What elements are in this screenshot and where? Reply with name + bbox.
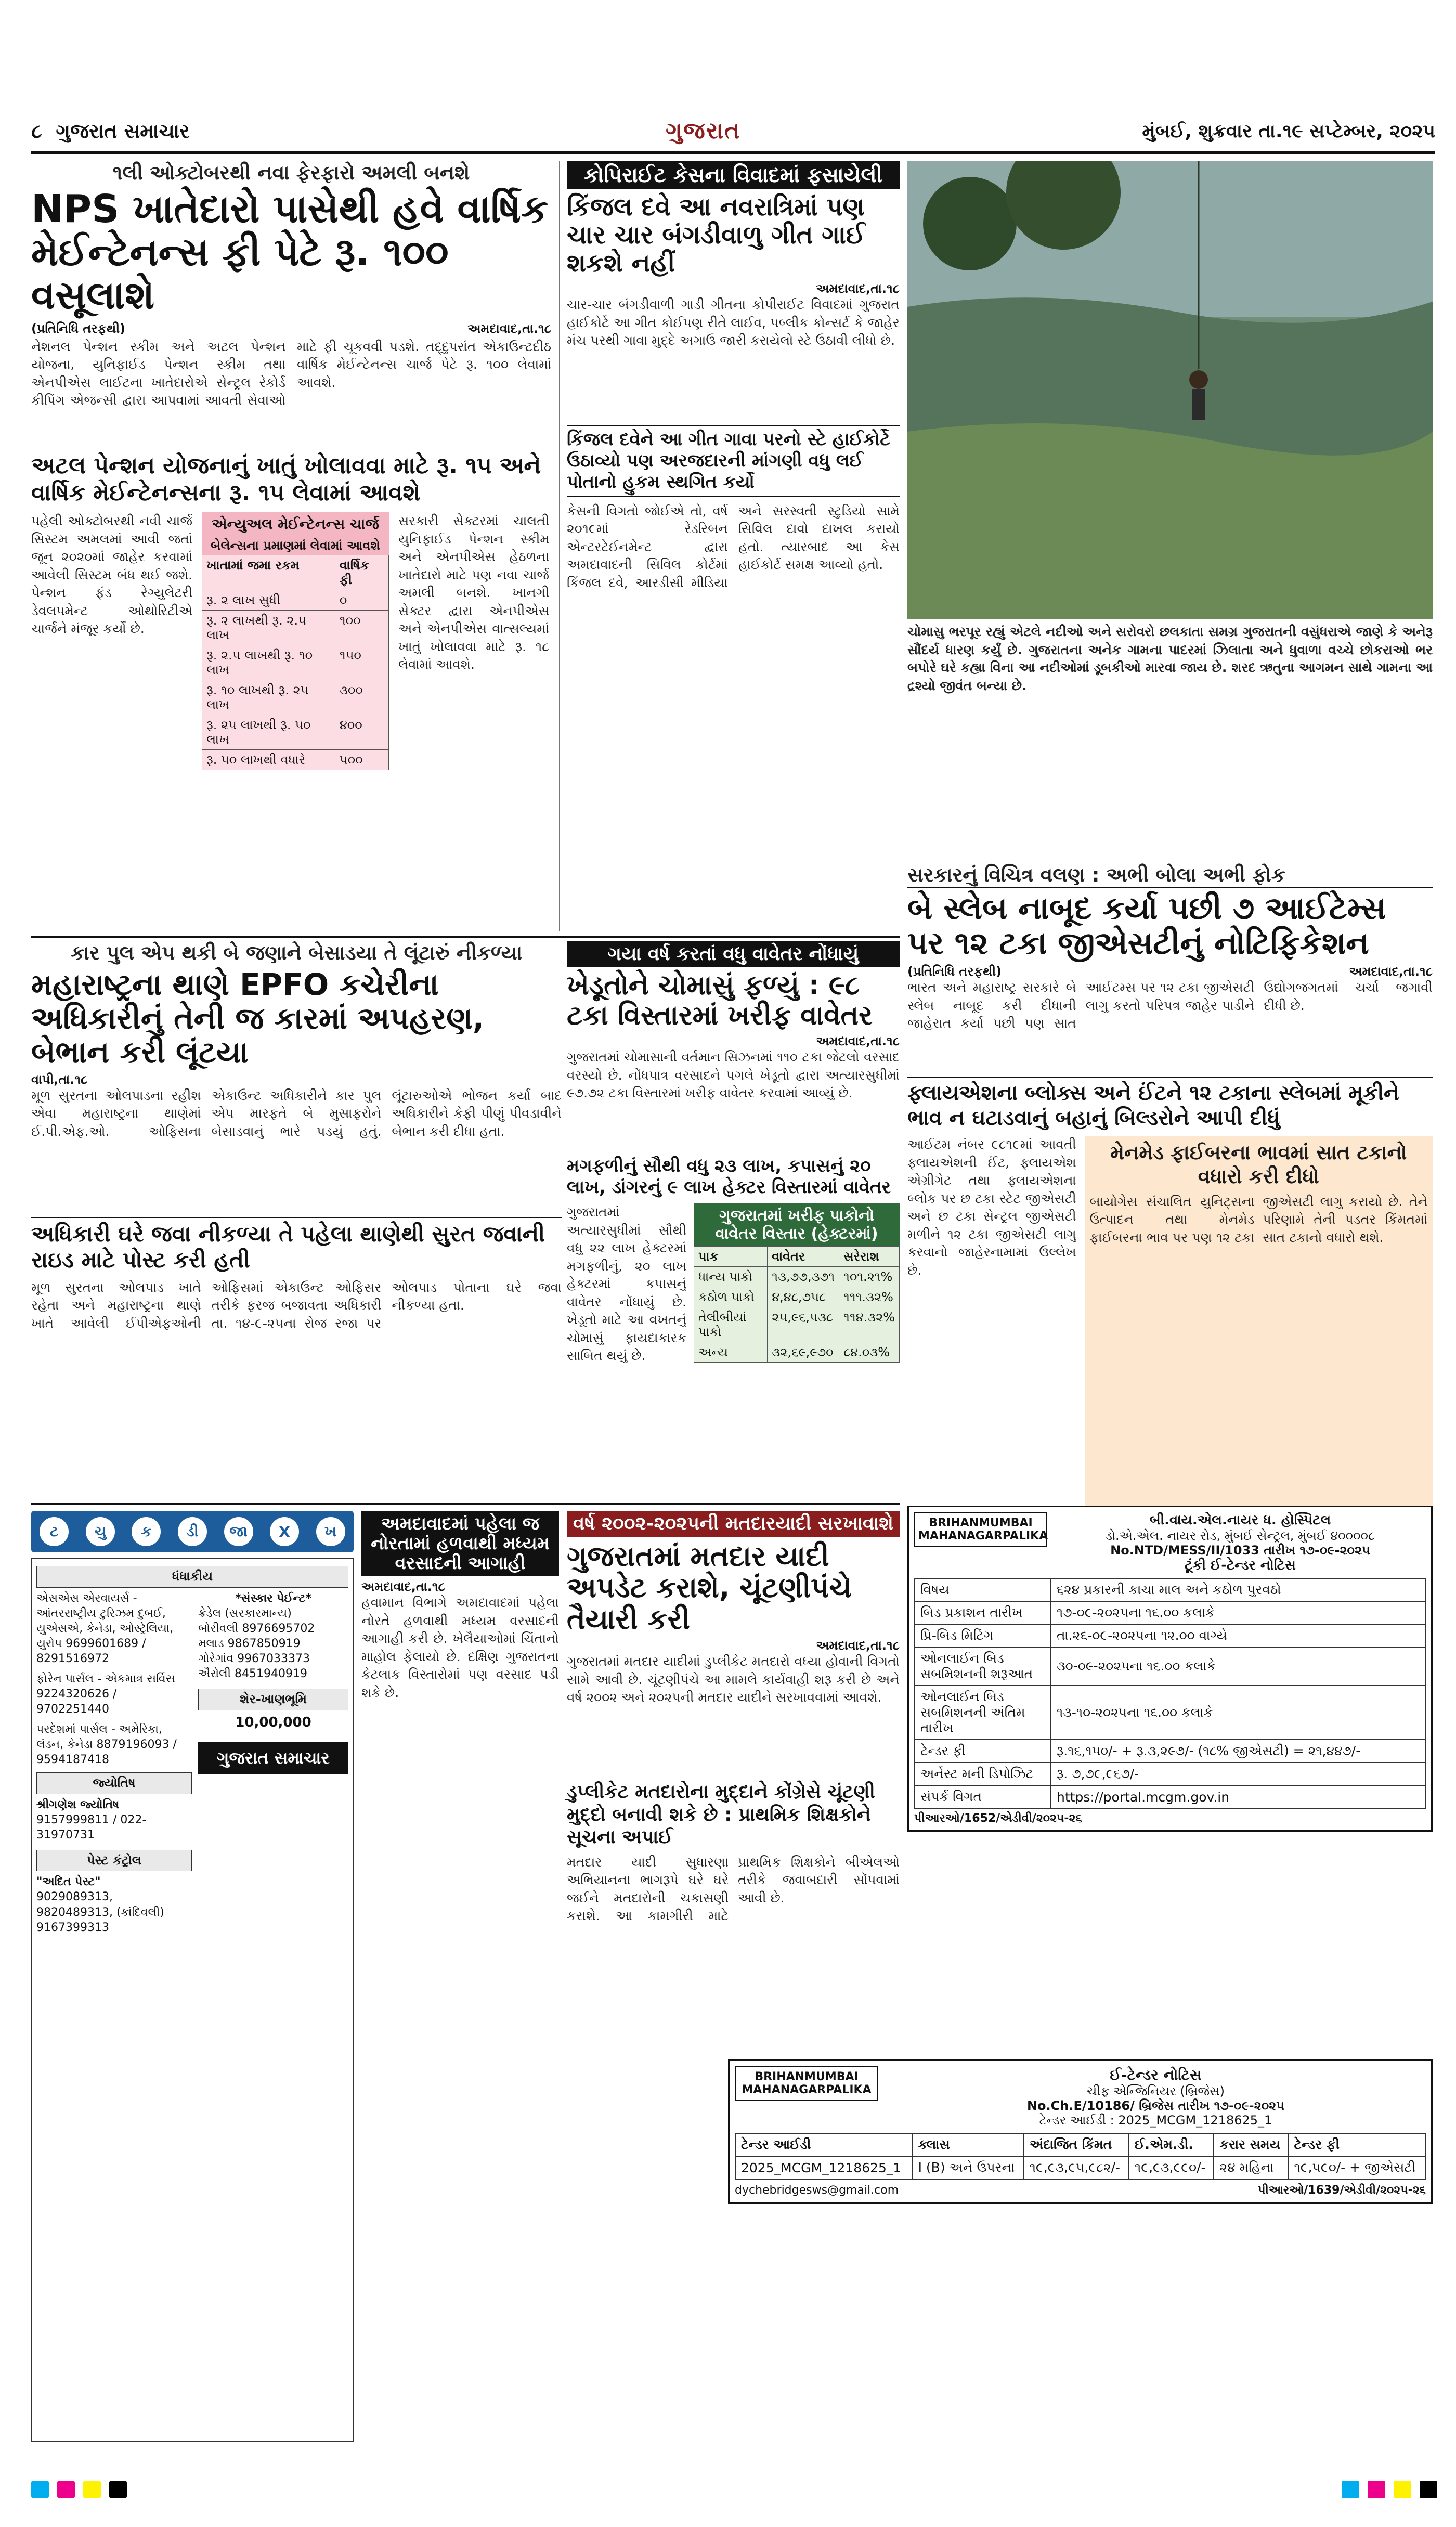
fee-value: ૪૦૦ — [335, 715, 388, 750]
table-row — [915, 1601, 1425, 1624]
notice-value: https://portal.mcgm.gov.in — [1051, 1785, 1425, 1808]
rain-dateline: અમદાવાદ,તા.૧૮ — [361, 1579, 445, 1595]
classifieds — [31, 1558, 354, 2442]
share-title: શેર-ખાણભૂમિ — [198, 1689, 348, 1710]
bmc2-col-header: ઈ.એમ.ડી. — [1129, 2133, 1214, 2156]
bmc2-col-header: ટેન્ડર ફી — [1288, 2133, 1425, 2156]
classified-item: પરદેશમાં પાર્સલ - અમેરિકા, લંડન, કેનેડા 8879196093 / 9594187418 — [36, 1722, 177, 1766]
epfo-subhead: અધિકારી ઘરે જવા નીકળ્યા તે પહેલા થાણેથી સુરત જવાની રાઇડ માટે પોસ્ટ કરી હતી — [31, 1217, 562, 1274]
crop-name: અન્ય — [694, 1342, 768, 1363]
fee-col-header: ખાતામાં જમા રકમ — [202, 555, 335, 590]
paint-item: ગોરેગાંવ 9967033373 — [198, 1652, 310, 1665]
bmc-address: ડો.એ.એલ. નાયર રોડ, મુંબઈ સેન્ટ્રલ, મુંબઈ ૪૦૦૦૦૮ — [1105, 1528, 1375, 1543]
rain-headline: અમદાવાદમાં પહેલા જ નોરતામાં હળવાથી મધ્યમ વરસાદની આગાહી — [361, 1511, 559, 1576]
black-swatch-icon — [109, 2481, 127, 2498]
photo-caption: ચોમાસુ ભરપૂર રહ્યું એટલે નદીઓ અને સરોવરો છલકાતા સમગ્ર ગુજરાતની વસુંધરાએ જાણે કે અનેરૂ સૌંદર્ય ધારણ કર્યું છે. ગુજરાતના અનેક ગામના પાદરમાં ઝિલાતા અને ધુવાળા વચ્ચે છોકરાઓ ભર બપોરે ઘરે કહ્યા વિના આ નદીઓમાં ડૂબકીઓ મારવા જાય છે. શરદ ઋતુના આગમન સાથે ગામના આ દ્રશ્યો જીવંત બન્યા છે. — [907, 624, 1433, 693]
epfo-headline: મહારાષ્ટ્રના થાણે EPFO કચેરીના અધિકારીનું તેની જ કારમાં અપહરણ, બેભાન કરી લૂંટયા — [31, 967, 484, 1070]
bmc-tender-notice-2 — [728, 2059, 1433, 2204]
notice-value: રૂ.૧૬,૧૫૦/- + રૂ.૩,૨૯૭/- (૧૮% જીએસટી) = ૨૧,૪૪૭/- — [1051, 1740, 1425, 1763]
epfo-kicker: કાર પુલ એપ થકી બે જણાને બેસાડયા તે લૂંટારું નીકળ્યા — [70, 941, 523, 964]
bmc2-cell: ૧૯,૯૩,૯૯૦/- — [1129, 2156, 1214, 2179]
crop-name: ધાન્ય પાકો — [694, 1267, 768, 1287]
nps-kicker: ૧લી ઓક્ટોબરથી નવા ફેરફારો અમલી બનશે — [112, 161, 470, 184]
yellow-swatch-icon — [83, 2481, 101, 2498]
pest-title: પેસ્ટ કંટ્રોલ — [36, 1850, 192, 1872]
gst-body-1: ભારત અને મહારાષ્ટ્ર સરકારે બે સ્લેબ નાબૂદ કરી દીધાની જાહેરાત કર્યા પછી પણ સાત આઈટમ્સ પર ૧૨ ટકા જીએસટી લાગુ કરતો પરિપત્ર જાહેર પાડીને ઉદ્યોગજગતમાં ચર્ચા જગાવી દીધી છે. — [907, 980, 1433, 1031]
nps-article — [31, 161, 551, 908]
fee-table-title: એન્યુઅલ મેઈન્ટેનન્સ ચાર્જ — [202, 512, 389, 536]
epfo-dateline: વાપી,તા.૧૮ — [31, 1072, 88, 1087]
crop-area: ૪,૪૮,૭૫૮ — [768, 1287, 839, 1307]
epfo-article — [31, 941, 562, 1456]
paint-item: ક્રેડેલ (સરકારમાન્ય) — [198, 1606, 292, 1620]
gst-headline: બે સ્લેબ નાબૂદ કર્યા પછી ૭ આઈટેમ્સ પર ૧૨ ટકા જીએસટીનું નોટિફિકેશન — [907, 890, 1386, 962]
table-row — [694, 1267, 900, 1287]
kharif-headline: ખેડૂતોને ચોમાસું ફળ્યું : ૯૮ ટકા વિસ્તારમાં ખરીફ વાવેતર — [567, 970, 873, 1032]
tyukadi-letter: ચુ — [86, 1517, 115, 1546]
notice-value: ૧૭-૦૯-૨૦૨૫ના ૧૬.૦૦ કલાકે — [1051, 1601, 1425, 1624]
page-date: મુંબઈ, શુક્રવાર તા.૧૯ સપ્ટેમ્બર, ૨૦૨૫ — [1142, 121, 1435, 142]
crop-area: ૩૨,૬૯,૯૭૦ — [768, 1342, 839, 1363]
annual-fee-table — [202, 555, 389, 770]
bmc2-col-header: ક્લાસ — [913, 2133, 1024, 2156]
notice-label: ઓનલાઈન બિડ સબમિશનની અંતિમ તારીખ — [915, 1686, 1051, 1740]
fee-table-subtitle: બેલેન્સના પ્રમાણમાં લેવામાં આવશે — [202, 536, 389, 555]
fee-range: રૂ. ૨૫ લાખથી રૂ. ૫૦ લાખ — [202, 715, 335, 750]
copyright-kicker: કોપિરાઈટ કેસના વિવાદમાં ફસાયેલી — [567, 161, 900, 189]
notice-label: ટેન્ડર ફી — [915, 1740, 1051, 1763]
table-row — [202, 590, 389, 611]
voter-body-2: મતદાર યાદી સુધારણા અભિયાનના ભાગરૂપે ઘરે ઘરે જઈને મતદારોની ચકાસણી કરાશે. આ કામગીરી માટે પ્રાથમિક શિક્ષકોને બીએલઓ તરીકે જવાબદારી સોંપવામાં આવી છે. — [567, 1854, 900, 1924]
gst-box-body: બાયોગેસ સંચાલિત યુનિટ્સના ઉત્પાદન તથા મેનમેડ ફાઈબરના ભાવ પર પણ ૧૨ ટકા જીએસટી લાગુ કરાયો છે. તેને પરિણામે તેની પડતર કિંમતમાં સાત ટકાનો વધારો થશે. — [1089, 1194, 1427, 1245]
section-title: ગુજરાત — [666, 118, 741, 144]
nps-byline: (પ્રતિનિધિ તરફથી) — [31, 321, 126, 336]
gst-byline: (પ્રતિનિધિ તરફથી) — [907, 964, 1002, 979]
fee-range: રૂ. ૨ લાખ સુધી — [202, 590, 335, 611]
crop-area: ૨૫,૯૬,૫૩૮ — [768, 1307, 839, 1342]
tyukadi-letter: ખ — [316, 1517, 345, 1546]
bmc-logo: BRIHANMUMBAI MAHANAGARPALIKA — [735, 2066, 878, 2101]
notice-value: તા.૨૬-૦૯-૨૦૨૫ના ૧૨.૦૦ વાગ્યે — [1051, 1624, 1425, 1647]
notice-value: ૧૩-૧૦-૨૦૨૫ના ૧૬.૦૦ કલાકે — [1051, 1686, 1425, 1740]
bmc-ref: No.NTD/MESS/II/1033 તારીખ ૧૭-૦૯-૨૦૨૫ — [1110, 1543, 1370, 1558]
kharif-table-title: ગુજરાતમાં ખરીફ પાકોનો વાવેતર વિસ્તાર (હેક્ટરમાં) — [694, 1203, 900, 1246]
crop-percent: ૧૧૧.૩૨% — [839, 1287, 900, 1307]
notice-label: સંપર્ક વિગત — [915, 1785, 1051, 1808]
crop-percent: ૧૧૪.૩૨% — [839, 1307, 900, 1342]
table-row — [915, 1763, 1425, 1785]
jyotish-title: જ્યોતિષ — [36, 1772, 192, 1794]
cyan-swatch-icon — [31, 2481, 49, 2498]
fee-value: ૦ — [335, 590, 388, 611]
bmc2-title: ઈ-ટેન્ડર નોટિસ — [1110, 2066, 1202, 2083]
table-row — [202, 750, 389, 770]
bmc2-cell: 2025_MCGM_1218625_1 — [735, 2156, 913, 2179]
nps-subhead: અટલ પેન્શન યોજનાનું ખાતું ખોલાવવા માટે રૂ. ૧૫ અને વાર્ષિક મેઈન્ટેનન્સના રૂ. ૧૫ લેવામાં આવશે — [31, 452, 541, 507]
paint-title: *સંસ્કાર પેઈન્ટ* — [235, 1591, 311, 1605]
gst-box-headline: મેનમેડ ફાઈબરના ભાવમાં સાત ટકાનો વધારો કરી દીધો — [1110, 1141, 1407, 1188]
header-rule — [31, 151, 1435, 154]
classified-item: એસએસ એરવાયર્સ - આંતરરાષ્ટ્રીય ટુરિઝમ દુબઈ, યુએસએ, કેનેડા, ઓસ્ટ્રેલિયા, યુરોપ 9699601689 / 8291516972 — [36, 1591, 174, 1665]
classified-section-title: ધંધાકીય — [36, 1566, 348, 1588]
photo-feature — [907, 161, 1433, 779]
voter-body-1: ગુજરાતમાં મતદાર યાદીમાં ડુપ્લીકેટ મતદારો વધ્યા હોવાની વિગતો સામે આવી છે. ચૂંટણીપંચે આ મામલે કાર્યવાહી શરૂ કરી છે અને વર્ષ ૨૦૦૨ અને ૨૦૨૫ની મતદાર યાદીને સરખાવવામાં આવશે. — [567, 1654, 900, 1705]
fee-range: રૂ. ૧૦ લાખથી રૂ. ૨૫ લાખ — [202, 680, 335, 715]
table-row — [202, 680, 389, 715]
notice-label: અર્નેસ્ટ મની ડિપોઝિટ — [915, 1763, 1051, 1785]
classified-item: ફોરેન પાર્સલ - એકમાત્ર સર્વિસ 9224320626 / 9702251440 — [36, 1672, 175, 1716]
bmc2-footer: પીઆરઓ/1639/એડીવી/૨૦૨૫-૨૬ — [1258, 2184, 1426, 2197]
voter-dateline: અમદાવાદ,તા.૧૮ — [816, 1638, 900, 1653]
bmc2-cell: ૧૯,૫૯૦/- + જીએસટી — [1288, 2156, 1425, 2179]
paint-item: મલાડ 9867850919 — [198, 1637, 301, 1650]
river-scene-icon — [907, 161, 1433, 619]
fee-value: ૩૦૦ — [335, 680, 388, 715]
bmc2-col-header: અંદાજિત કિંમત — [1024, 2133, 1129, 2156]
notice-label: બિડ પ્રકાશન તારીખ — [915, 1601, 1051, 1624]
table-row — [202, 645, 389, 680]
jyotish-phone: 9157999811 / 022-31970731 — [36, 1813, 147, 1842]
rain-article — [361, 1511, 559, 2442]
bmc2-email: dychebridgesws@gmail.com — [735, 2184, 899, 2197]
bmc2-col-header: કરાર સમય — [1214, 2133, 1288, 2156]
kharif-col-header: સરેરાશ — [839, 1247, 900, 1267]
table-row — [202, 715, 389, 750]
kharif-subhead: મગફળીનું સૌથી વધુ ૨૩ લાખ, કપાસનું ૨૦ લાખ, ડાંગરનું ૯ લાખ હેક્ટર વિસ્તારમાં વાવેતર — [567, 1156, 891, 1198]
bmc2-tender-id: ટેન્ડર આઈડી : 2025_MCGM_1218625_1 — [1039, 2113, 1272, 2128]
bmc2-table — [735, 2133, 1426, 2180]
notice-label: વિષય — [915, 1578, 1051, 1601]
bmc-notice-title: ટૂંકી ઈ-ટેન્ડર નોટિસ — [1185, 1558, 1296, 1573]
fee-range: રૂ. ૫૦ લાખથી વધારે — [202, 750, 335, 770]
bmc2-cell: ૨૪ મહિના — [1214, 2156, 1288, 2179]
copyright-dateline: અમદાવાદ,તા.૧૮ — [816, 281, 900, 296]
bmc-notice-table — [914, 1578, 1426, 1809]
tyukadi-letter: ક — [132, 1517, 161, 1546]
crop-percent: ૮૪.૦૩% — [839, 1342, 900, 1363]
table-row — [915, 1578, 1425, 1601]
registration-marks — [31, 2481, 127, 2498]
kharif-table — [694, 1246, 900, 1363]
black-swatch-icon — [1420, 2481, 1437, 2498]
table-row — [202, 611, 389, 645]
rain-body: હવામાન વિભાગે અમદાવાદમાં પહેલા નોરતે હળવાથી મધ્યમ વરસાદની આગાહી કરી છે. ખેલૈયાઓમાં ચિંતાનો માહોલ ફેલાયો છે. દક્ષિણ ગુજરાતના કેટલાક વિસ્તારોમાં પણ વરસાદ પડી શકે છે. — [361, 1595, 559, 1700]
kharif-kicker: ગયા વર્ષ કરતાં વધુ વાવેતર નોંધાયું — [567, 941, 900, 967]
epfo-body-2: મૂળ સુરતના ઓલપાડ ખાતે રહેતા અને મહારાષ્ટ્રના થાણે ખાતે આવેલી ઈપીએફઓની ઓફિસમાં એકાઉન્ટ ઓફિસર તરીકે ફરજ બજાવતા અધિકારી તા. ૧૪-૯-૨૫ના રોજ રજા પર ઓલપાડ પોતાના ઘરે જવા નીકળ્યા હતા. — [31, 1279, 562, 1331]
section-rule — [31, 936, 900, 938]
tyukadi-letter: જા — [224, 1517, 253, 1546]
magenta-swatch-icon — [57, 2481, 75, 2498]
gujarat-samachar-logo: ગુજરાત સમાચાર — [198, 1742, 348, 1774]
tyukadi-letter: X — [270, 1517, 299, 1546]
paint-item: બોરીવલી 8976695702 — [198, 1622, 315, 1635]
table-row — [694, 1287, 900, 1307]
gst-article — [907, 863, 1433, 1510]
notice-label: ઓનલાઈન બિડ સબમિશનની શરૂઆત — [915, 1647, 1051, 1686]
bmc-dept: બી.વાય.એલ.નાયર ધ. હોસ્પિટલ — [1149, 1512, 1331, 1528]
copyright-article — [567, 161, 900, 866]
tyukadi-letter: ટ — [40, 1517, 69, 1546]
voter-headline: ગુજરાતમાં મતદાર યાદી અપડેટ કરાશે, ચૂંટણીપંચે તૈયારી કરી — [567, 1540, 852, 1636]
cyan-swatch-icon — [1342, 2481, 1359, 2498]
fee-value: ૧૫૦ — [335, 645, 388, 680]
share-amount: 10,00,000 — [235, 1714, 311, 1730]
copyright-body-1: ચાર-ચાર બંગડીવાળી ગાડી ગીતના કોપીરાઈટ વિવાદમાં ગુજરાત હાઈકોર્ટે આ ગીત કોઈપણ રીતે લાઈવ, પબ્લીક કોન્સર્ટ કે જાહેર મંચ પરથી ગાવા મુદ્દે અગાઉ જારી કરાયેલો સ્ટે ઉઠાવી લીધો છે. — [567, 297, 900, 348]
table-row — [915, 1624, 1425, 1647]
kharif-article — [567, 941, 900, 1515]
nps-body-2: પહેલી ઓક્ટોબરથી નવી ચાર્જ સિસ્ટમ અમલમાં આવી જતાં જૂન ૨૦૨૦માં જાહેર કરવામાં આવેલી સિસ્ટમ બંધ થઈ જશે. પેન્શન ફંડ રેગ્યુલેટરી ડેવલપમેન્ટ ઓથોરિટીએ ચાર્જને મંજૂર કર્યો છે. — [31, 513, 192, 637]
bmc-notice-footer: પીઆરઓ/1652/એડીવી/૨૦૨૫-૨૬ — [914, 1812, 1082, 1825]
kharif-body-2: ગુજરાતમાં અત્યારસુધીમાં સૌથી વધુ ૨૨ લાખ હેક્ટરમાં મગફળીનું, ૨૦ લાખ હેક્ટરમાં કપાસનું વાવેતર નોંધાયું છે. ખેડૂતો માટે આ વખતનું ચોમાસું ફાયદાકારક સાબિત થયું છે. — [567, 1204, 686, 1364]
nps-headline: NPS ખાતેદારો પાસેથી હવે વાર્ષિક મેઈન્ટેનન્સ ફી પેટે રૂ. ૧૦૦ વસૂલાશે — [31, 187, 549, 318]
gst-body-2: આઈટમ નંબર ૯૮૧૯માં આવતી ફ્લાયએશની ઈંટ, ફ્લાયએશ એગ્રીગેટ તથા ફ્લાયએશના બ્લોક પર છ ટકા સ્ટેટ જીએસટી અને છ ટકા સેન્ટ્રલ જીએસટી મળીને ૧૨ ટકા જીએસટી લાગુ કરવાનો જાહેરનામામાં ઉલ્લેખ છે. — [907, 1137, 1076, 1278]
bmc-tender-notice-1 — [907, 1506, 1433, 1832]
notice-value: રૂ. ૭,૭૯,૯૬૭/- — [1051, 1763, 1425, 1785]
jyotish-name: શ્રીગણેશ જ્યોતિષ — [36, 1798, 120, 1811]
bmc2-subtitle: ચીફ એન્જિનિયર (બ્રિજેસ) — [1087, 2084, 1225, 2098]
river-photo — [907, 161, 1433, 619]
pest-phone: 9029089313, 9820489313, (કાંદિવલી) 9167399313 — [36, 1890, 164, 1934]
fee-value: ૧૦૦ — [335, 611, 388, 645]
table-row — [915, 1740, 1425, 1763]
table-row — [694, 1342, 900, 1363]
notice-value: ૬૨૪ પ્રકારની કાચા માલ અને કઠોળ પુરવઠો — [1051, 1578, 1425, 1601]
fee-range: રૂ. ૨ લાખથી રૂ. ૨.૫ લાખ — [202, 611, 335, 645]
fee-col-header: વાર્ષિક ફી — [335, 555, 388, 590]
kharif-dateline: અમદાવાદ,તા.૧૮ — [816, 1034, 900, 1049]
crop-name: કઠોળ પાકો — [694, 1287, 768, 1307]
registration-marks — [1342, 2481, 1437, 2498]
gst-kicker: સરકારનું વિચિત્ર વલણ : અભી બોલા અભી ફોક — [907, 863, 1433, 888]
yellow-swatch-icon — [1394, 2481, 1411, 2498]
voter-kicker: વર્ષ ૨૦૦૨-૨૦૨૫ની મતદારયાદી સરખાવાશે — [567, 1511, 900, 1537]
crop-name: તેલીબીયાં પાકો — [694, 1307, 768, 1342]
nps-body-3: સરકારી સેક્ટરમાં ચાલતી યુનિફાઈડ પેન્શન સ્કીમ અને એનપીએસ હેઠળના ખાતેદારો માટે પણ નવા ચાર્જ અમલી બનશે. ખાનગી સેક્ટર દ્વારા એનપીએસ અને એનપીએસ વાત્સલ્યમાં ખાતું ખોલાવવા માટે રૂ. ૧૮ લેવામાં આવશે. — [398, 513, 549, 672]
page-number-and-paper-name: ૮ ગુજરાત સમાચાર — [31, 120, 190, 142]
fee-range: રૂ. ૨.૫ લાખથી રૂ. ૧૦ લાખ — [202, 645, 335, 680]
gst-box — [1085, 1136, 1433, 1510]
table-row — [735, 2156, 1425, 2179]
bmc2-col-header: ટેન્ડર આઈડી — [735, 2133, 913, 2156]
crop-percent: ૧૦૧.૨૧% — [839, 1267, 900, 1287]
table-row — [915, 1686, 1425, 1740]
table-row — [915, 1647, 1425, 1686]
kharif-body-1: ગુજરાતમાં ચોમાસાની વર્તમાન સિઝનમાં ૧૧૦ ટકા જેટલો વરસાદ વરસ્યો છે. નોંધપાત્ર વરસાદને પગલે ખેડૂતો દ્વારા અત્યારસુધીમાં ૯૭.૭૨ ટકા વિસ્તારમાં ખરીફ વાવેતર કરવામાં આવ્યું છે. — [567, 1049, 900, 1101]
paint-item: ઐરોલી 8451940919 — [198, 1667, 307, 1680]
column-divider — [559, 161, 560, 931]
magenta-swatch-icon — [1368, 2481, 1385, 2498]
bmc2-ref: No.Ch.E/10186/ બ્રિજેસ તારીખ ૧૭-૦૯-૨૦૨૫ — [1026, 2098, 1285, 2113]
copyright-body-2: કેસની વિગતો જોઈએ તો, વર્ષ ૨૦૧૯માં રેડરિબન એન્ટરટેઈનમેન્ટ દ્વારા અમદાવાદની સિવિલ કોર્ટમાં કિંજલ દવે, આરડીસી મીડિયા અને સરસ્વતી સ્ટુડિયો સામે સિવિલ દાવો દાખલ કરાયો હતો. ત્યારબાદ આ કેસ હાઈકોર્ટ સમક્ષ આવ્યો હતો. — [567, 503, 900, 590]
section-rule — [31, 1503, 900, 1505]
kharif-col-header: પાક — [694, 1247, 768, 1267]
bmc2-cell: ૧૯,૯૩,૯૫,૯૮૨/- — [1024, 2156, 1129, 2179]
pest-name: "અદિત પેસ્ટ" — [36, 1875, 101, 1889]
table-row — [694, 1307, 900, 1342]
voter-subhead: ડુપ્લીકેટ મતદારોના મુદ્દાને કોંગ્રેસે ચૂંટણી મુદ્દો બનાવી શકે છે : પ્રાથમિક શિક્ષકોને સૂચના અપાઈ — [567, 1781, 875, 1848]
bmc-logo: BRIHANMUMBAI MAHANAGARPALIKA — [914, 1512, 1047, 1547]
kharif-col-header: વાવેતર — [768, 1247, 839, 1267]
tyukadi-letter: ડી — [178, 1517, 207, 1546]
gst-subhead: ફ્લાયએશના બ્લોક્સ અને ઈંટને ૧૨ ટકાના સ્લેબમાં મૂકીને ભાવ ન ઘટાડવાનું બહાનું બિલ્ડરોને આપી દીધું — [907, 1077, 1433, 1131]
tyukadi-strip — [31, 1511, 354, 1552]
copyright-headline: કિંજલ દવે આ નવરાત્રિમાં પણ ચાર ચાર બંગડીવાળુ ગીત ગાઈ શકશે નહીં — [567, 192, 866, 278]
notice-label: પ્રિ-બિડ મિટિંગ — [915, 1624, 1051, 1647]
bmc2-cell: I (B) અને ઉપરના — [913, 2156, 1024, 2179]
nps-dateline: અમદાવાદ,તા.૧૮ — [467, 321, 551, 336]
crop-area: ૧૩,૭૭,૩૭૧ — [768, 1267, 839, 1287]
copyright-subhead: કિંજલ દવેને આ ગીત ગાવા પરનો સ્ટે હાઈકોર્ટે ઉઠાવ્યો પણ અરજદારની માંગણી વધુ લઈ પોતાનો હુકમ સ્થગિત કર્યો — [567, 425, 900, 497]
epfo-body-1: મૂળ સુરતના ઓલપાડના રહીશ એવા મહારાષ્ટ્રના થાણેમાં ઈ.પી.એફ.ઓ. ઓફિસના એકાઉન્ટ અધિકારીને કાર પુલ એપ મારફતે બે મુસાફરોને બેસાડવાનું ભારે પડયું હતું. લૂંટારુઓએ ભોજન કર્યા બાદ અધિકારીને કેફી પીણું પીવડાવીને બેભાન કરી દીધા હતા. — [31, 1087, 562, 1139]
notice-value: ૩૦-૦૯-૨૦૨૫ના ૧૬.૦૦ કલાકે — [1051, 1647, 1425, 1686]
nps-body-1: નેશનલ પેન્શન સ્કીમ અને અટલ પેન્શન યોજના, યુનિફાઈડ પેન્શન સ્કીમ તથા એનપીએસ લાઈટના ખાતેદારોએ સેન્ટ્રલ રેકોર્ડ કીપિંગ એજન્સી દ્વારા આપવામાં આવતી સેવાઓ માટે ફી ચૂકવવી પડશે. તદ્દુપરાંત એકાઉન્ટદીઠ વાર્ષિક મેઈન્ટેનન્સ ચાર્જ પેટે રૂ. ૧૦૦ લેવામાં આવશે. — [31, 339, 551, 408]
masthead — [31, 120, 1435, 151]
fee-value: ૫૦૦ — [335, 750, 388, 770]
table-row — [915, 1785, 1425, 1808]
gst-dateline: અમદાવાદ,તા.૧૮ — [1349, 964, 1433, 979]
